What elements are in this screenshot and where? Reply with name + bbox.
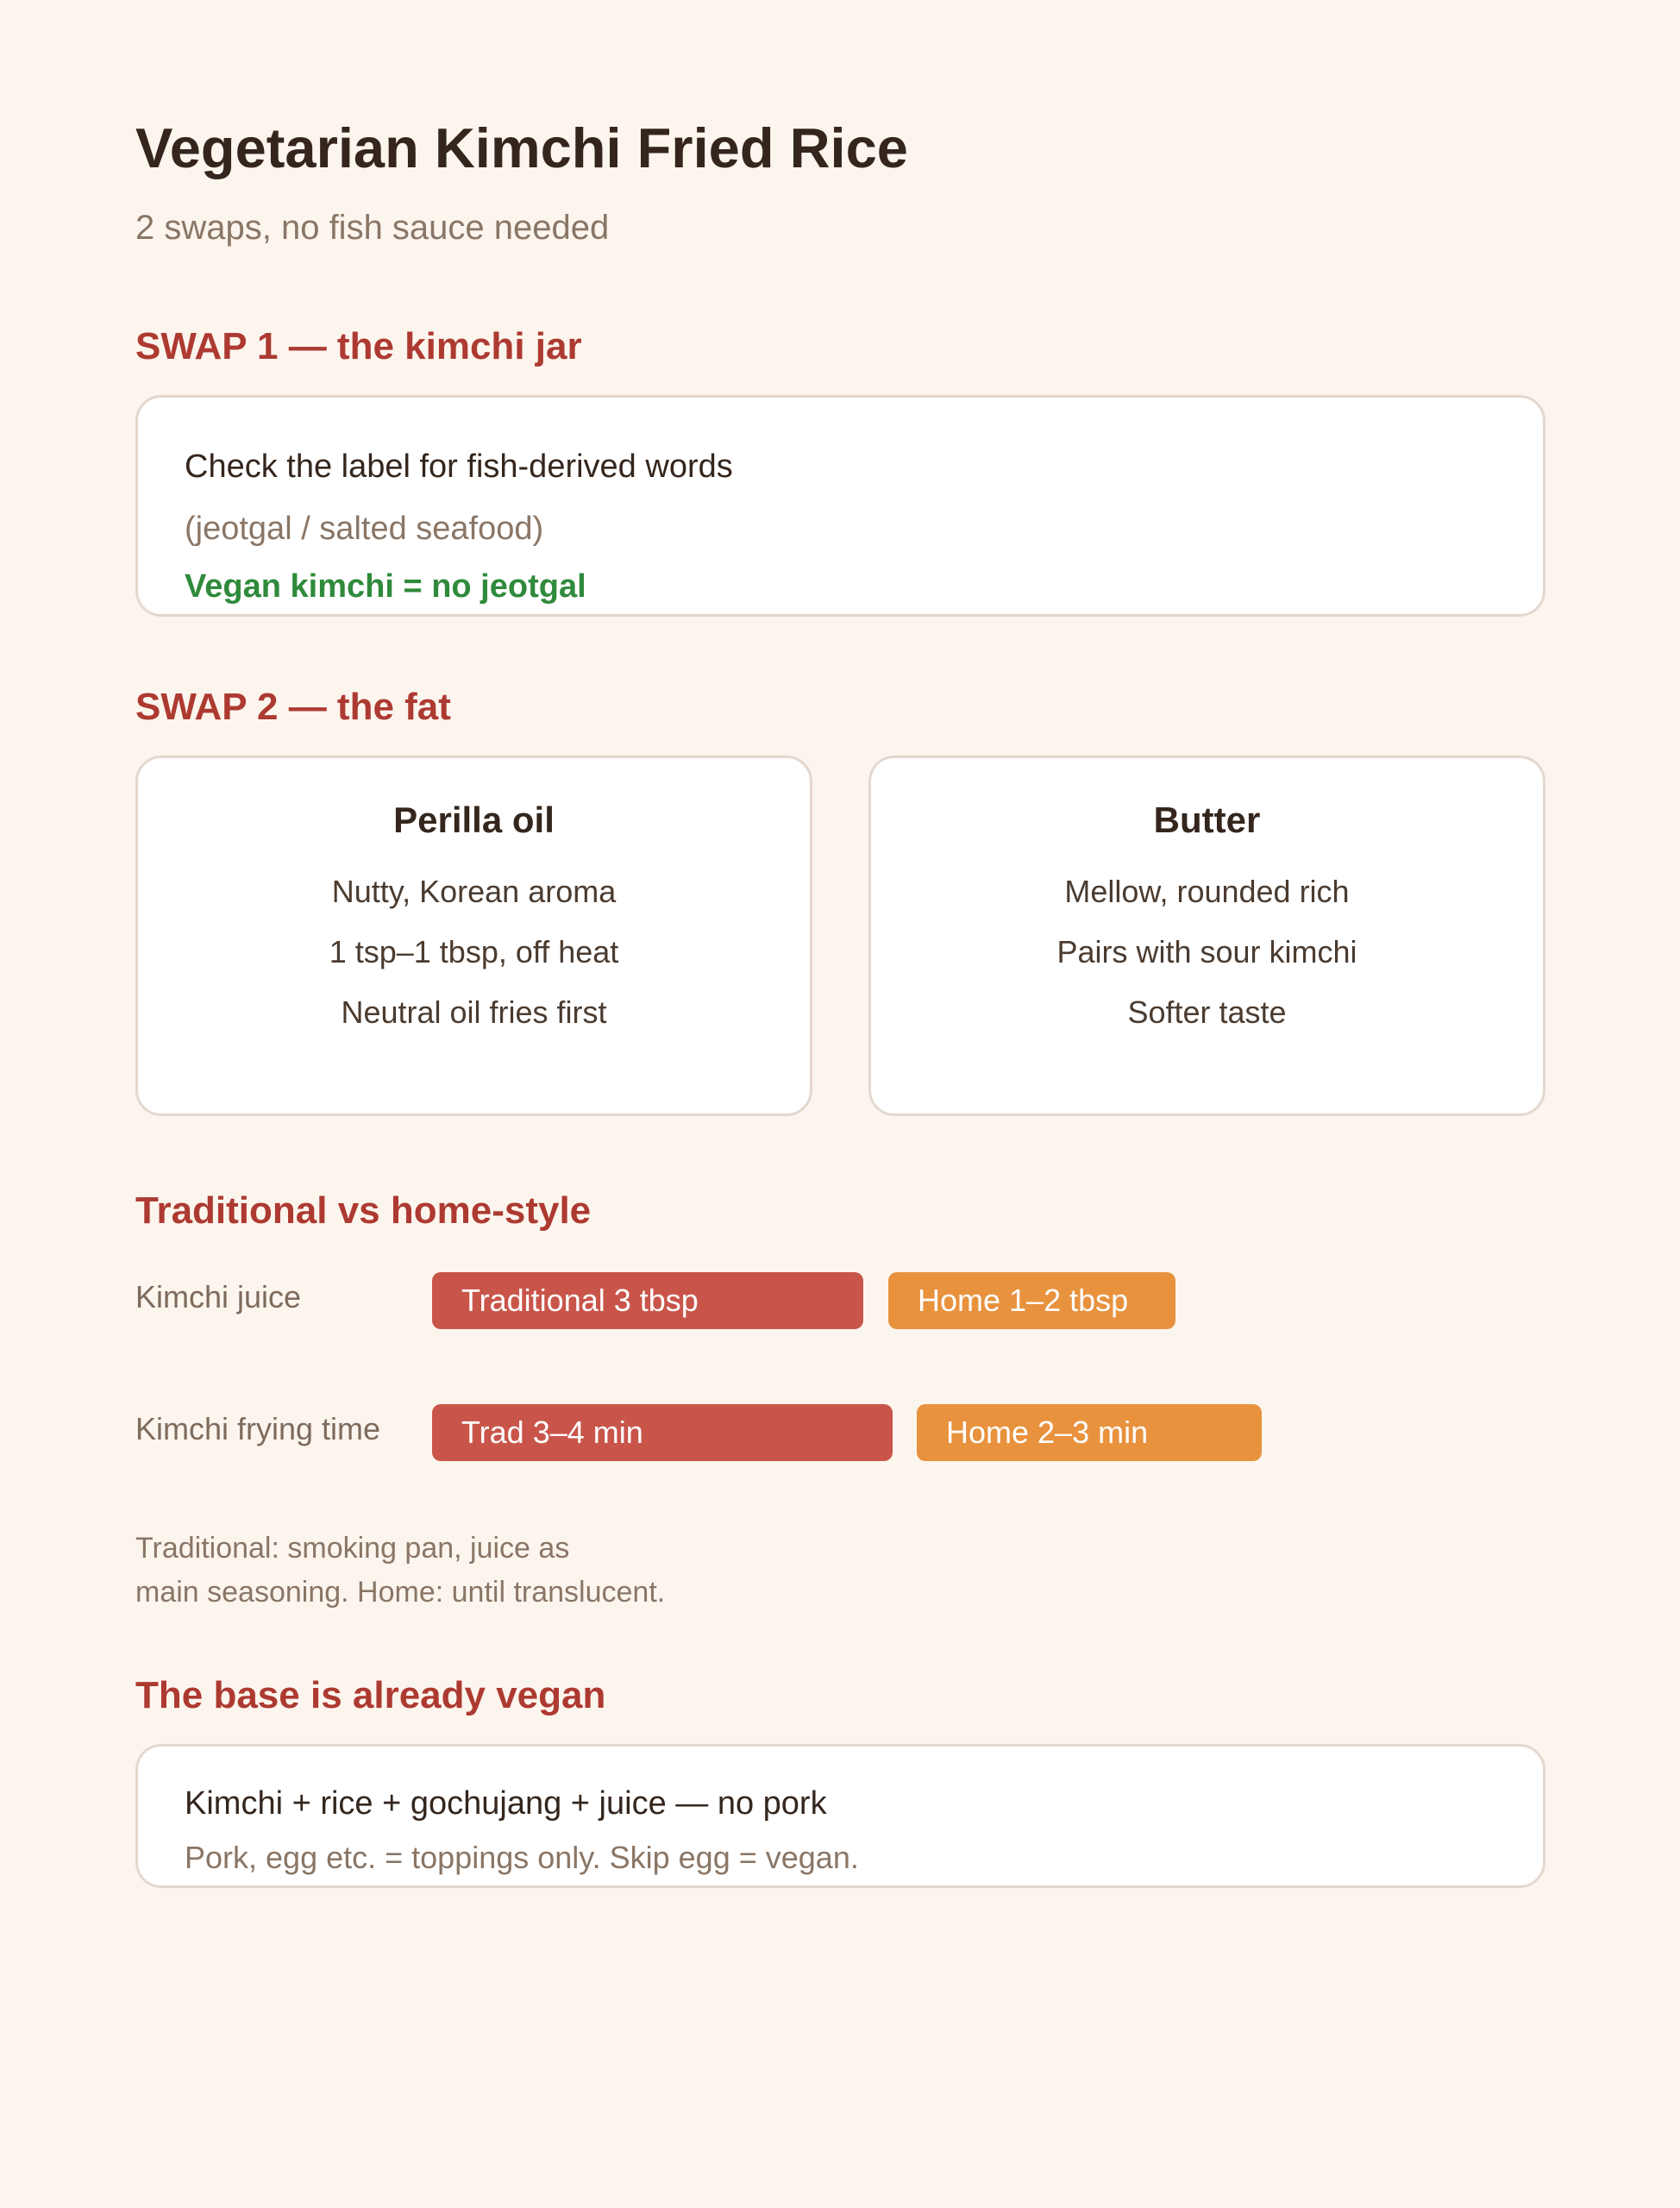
option-detail: Pairs with sour kimchi [1056,934,1357,969]
traditional-frying-bar: Trad 3–4 min [432,1404,893,1461]
comparison-note-line: main seasoning. Home: until translucent. [135,1576,666,1609]
option-detail: Neutral oil fries first [341,994,607,1030]
vegan-base-card [135,1744,1545,1888]
home-frying-bar: Home 2–3 min [917,1404,1262,1461]
page-title: Vegetarian Kimchi Fried Rice [135,116,908,179]
vegan-kimchi-rule: Vegan kimchi = no jeotgal [185,568,586,605]
swap-2-heading: SWAP 2 — the fat [135,686,451,728]
option-title: Perilla oil [393,800,555,840]
toppings-note: Pork, egg etc. = toppings only. Skip egg = vegan. [185,1840,859,1875]
comparison-heading: Traditional vs home-style [135,1189,592,1232]
option-title: Butter [1153,800,1261,840]
page-subtitle: 2 swaps, no fish sauce needed [135,209,610,247]
option-detail: Nutty, Korean aroma [331,874,617,909]
perilla-oil-card [135,756,812,1116]
option-detail: Softer taste [1127,994,1287,1030]
butter-card [868,756,1545,1116]
kimchi-juice-label: Kimchi juice [135,1279,302,1314]
jeotgal-explanation: (jeotgal / salted seafood) [185,511,544,547]
swap-1-heading: SWAP 1 — the kimchi jar [135,325,582,367]
label-check-text: Check the label for fish-derived words [185,448,733,485]
comparison-note-line: Traditional: smoking pan, juice as [135,1532,570,1565]
kimchi-jar-card [135,395,1545,617]
traditional-juice-bar: Traditional 3 tbsp [432,1272,863,1329]
comparison-note [135,1527,665,1615]
base-ingredients-text: Kimchi + rice + gochujang + juice — no pork [185,1785,827,1822]
kimchi-frying-time-label: Kimchi frying time [135,1411,381,1446]
base-heading: The base is already vegan [135,1674,606,1716]
option-detail: Mellow, rounded rich [1064,874,1350,909]
home-juice-bar: Home 1–2 tbsp [888,1272,1175,1329]
option-detail: 1 tsp–1 tbsp, off heat [329,934,619,969]
